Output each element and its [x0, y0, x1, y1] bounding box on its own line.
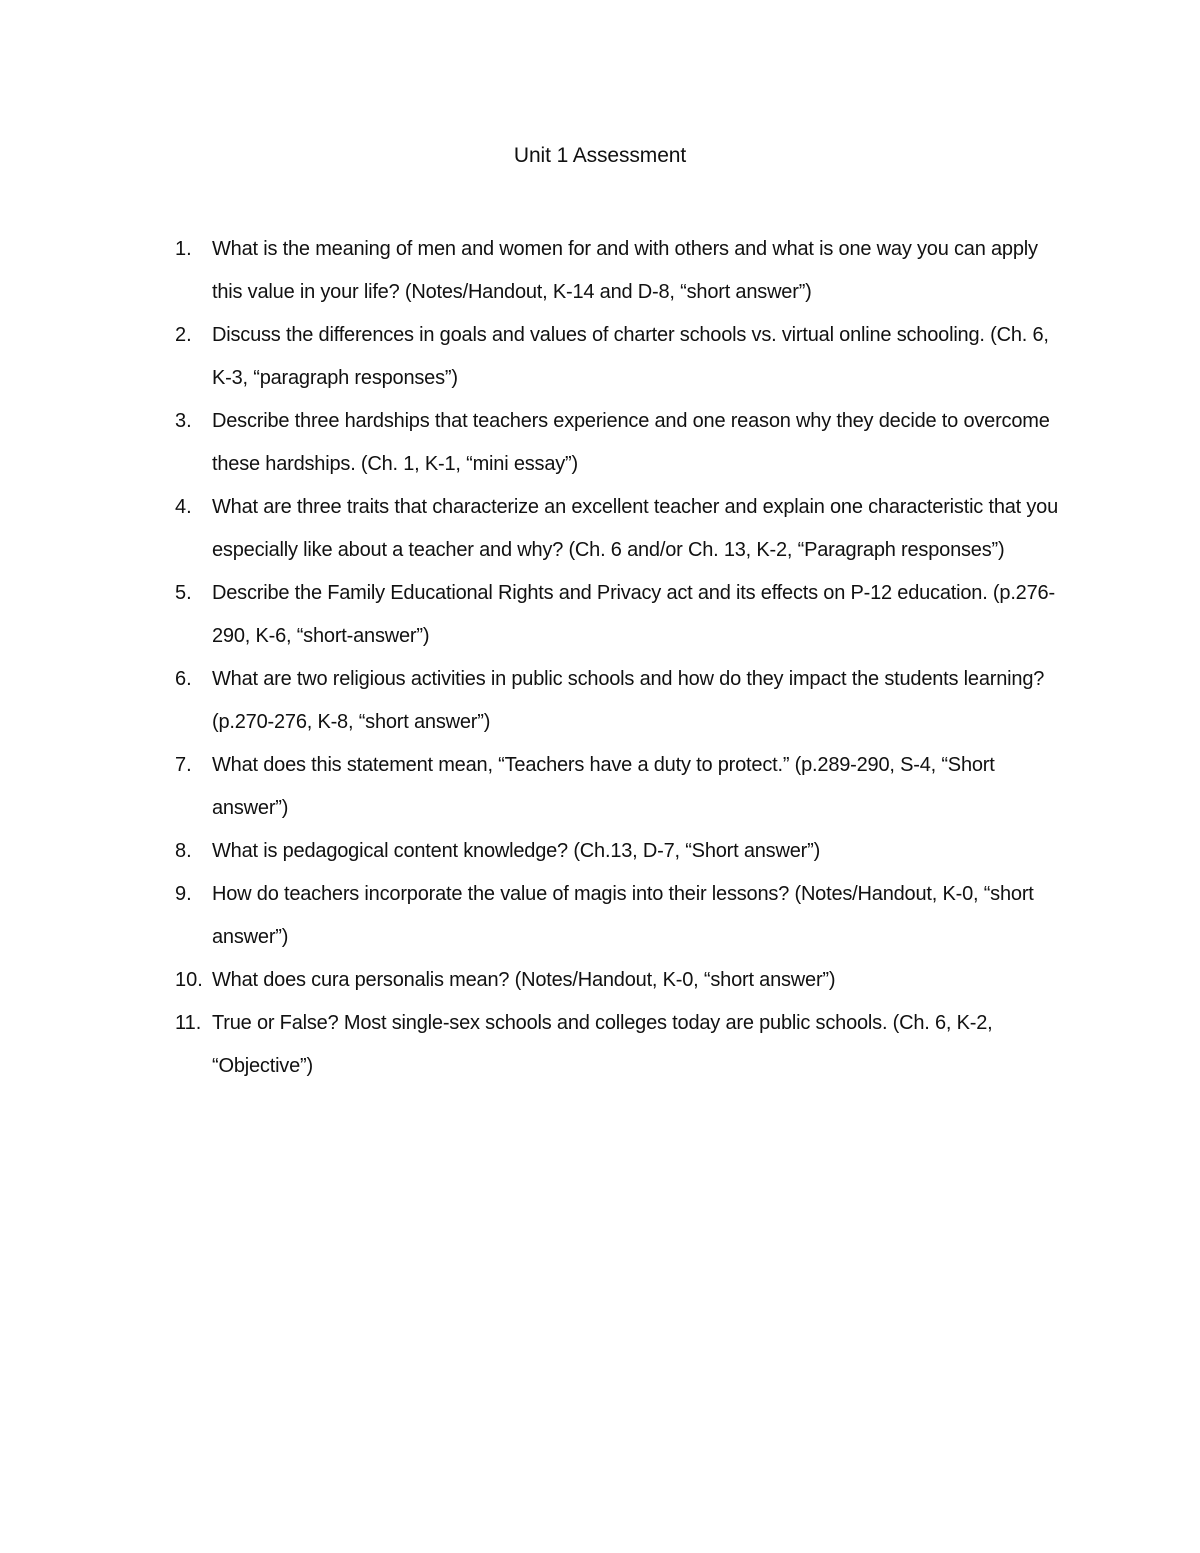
- question-number: 10.: [175, 969, 203, 991]
- question-item: [0, 314, 1200, 400]
- question-item: [0, 959, 1200, 1002]
- question-number: 2.: [175, 324, 192, 346]
- question-text: What are two religious activities in public schools and how do they impact the students learning? (p.270-276, K-8, “short answer”): [212, 668, 1045, 733]
- question-number: 9.: [175, 883, 192, 905]
- question-item: [0, 572, 1200, 658]
- question-number: 11.: [175, 1012, 202, 1034]
- question-item: [0, 830, 1200, 873]
- question-text: What does cura personalis mean? (Notes/Handout, K-0, “short answer”): [212, 969, 836, 991]
- question-item: [0, 1002, 1200, 1088]
- question-item: [0, 744, 1200, 830]
- question-text: What is the meaning of men and women for and with others and what is one way you can apply this value in your life? (Notes/Handout, K-14 and D-8, “short answer”): [212, 238, 1038, 303]
- question-text: What are three traits that characterize an excellent teacher and explain one characteristic that you especially like about a teacher and why? (Ch. 6 and/or Ch. 13, K-2, “Paragraph responses”): [212, 496, 1059, 561]
- question-item: [0, 400, 1200, 486]
- question-number: 4.: [175, 496, 192, 518]
- question-text: What is pedagogical content knowledge? (Ch.13, D-7, “Short answer”): [212, 840, 821, 862]
- question-item: [0, 228, 1200, 314]
- question-list: [0, 228, 1200, 1088]
- question-text: How do teachers incorporate the value of magis into their lessons? (Notes/Handout, K-0, “short answer”): [212, 883, 1034, 948]
- question-item: [0, 873, 1200, 959]
- question-number: 8.: [175, 840, 192, 862]
- question-number: 5.: [175, 582, 192, 604]
- question-item: [0, 658, 1200, 744]
- question-number: 3.: [175, 410, 192, 432]
- document-title: Unit 1 Assessment: [513, 144, 687, 167]
- question-text: Describe three hardships that teachers experience and one reason why they decide to overcome these hardships. (Ch. 1, K-1, “mini essay”): [212, 410, 1050, 475]
- question-text: What does this statement mean, “Teachers have a duty to protect.” (p.289-290, S-4, “Short answer”): [212, 754, 995, 819]
- question-item: [0, 486, 1200, 572]
- question-text: True or False? Most single-sex schools and colleges today are public schools. (Ch. 6, K-2, “Objective”): [212, 1012, 993, 1077]
- question-number: 1.: [175, 238, 192, 260]
- question-text: Describe the Family Educational Rights and Privacy act and its effects on P-12 education. (p.276-290, K-6, “short-answer”): [212, 582, 1055, 647]
- question-number: 7.: [175, 754, 192, 776]
- question-text: Discuss the differences in goals and values of charter schools vs. virtual online schooling. (Ch. 6, K-3, “paragraph responses”): [212, 324, 1049, 389]
- question-number: 6.: [175, 668, 192, 690]
